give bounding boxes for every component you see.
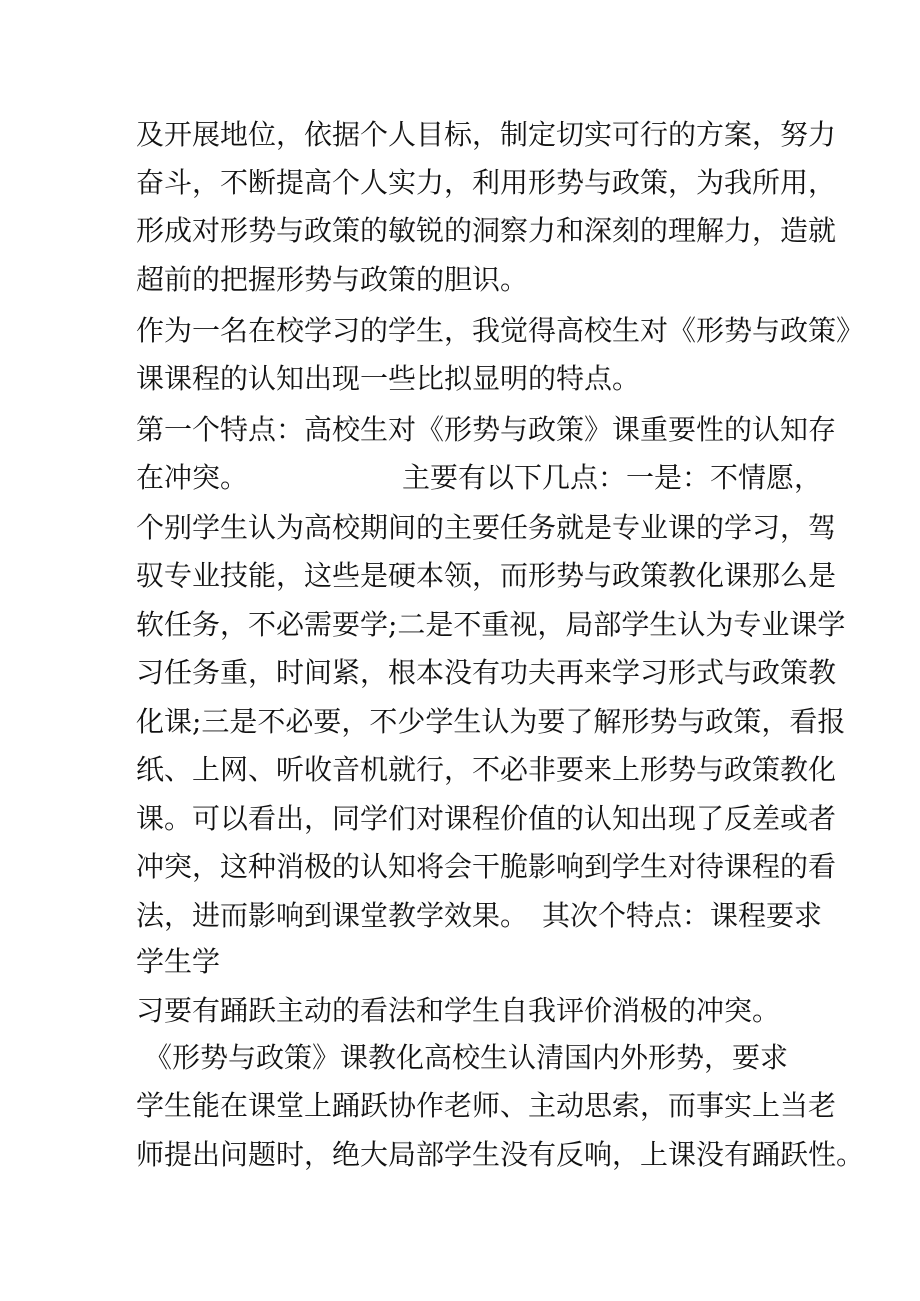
text-line: 学生能在课堂上踊跃协作老师、主动思索，而事实上当老: [136, 1089, 837, 1122]
text-line: 师提出问题时，绝大局部学生没有反响，上课没有踊跃性。: [136, 1138, 865, 1171]
text-line: 化课;三是不必要，不少学生认为要了解形势与政策，看报: [136, 705, 846, 738]
text-line: 学生学: [136, 945, 221, 978]
text-line: 个别学生认为高校期间的主要任务就是专业课的学习，驾: [136, 511, 837, 544]
text-line: 习要有踊跃主动的看法和学生自我评价消极的冲突。: [136, 994, 781, 1027]
text-line: 第一个特点：高校生对《形势与政策》课重要性的认知存: [136, 413, 837, 446]
text-line: 软任务，不必需要学;二是不重视，局部学生认为专业课学: [136, 608, 846, 641]
text-line: 在冲突。 主要有以下几点：一是：不情愿，: [136, 461, 823, 494]
text-line: 超前的把握形势与政策的胆识。: [136, 263, 529, 296]
text-line: 奋斗，不断提高个人实力，利用形势与政策，为我所用，: [136, 166, 837, 199]
text-line: 驭专业技能，这些是硬本领，而形势与政策教化课那么是: [136, 559, 837, 592]
text-line: 冲突，这种消极的认知将会干脆影响到学生对待课程的看: [136, 850, 837, 883]
text-line: 纸、上网、听收音机就行，不必非要来上形势与政策教化: [136, 753, 837, 786]
text-line: 法，进而影响到课堂教学效果。 其次个特点：课程要求: [136, 899, 823, 932]
text-line: 及开展地位，依据个人目标，制定切实可行的方案，努力: [136, 118, 837, 151]
text-line: 习任务重，时间紧，根本没有功夫再来学习形式与政策教: [136, 656, 837, 689]
text-line: 课课程的认知出现一些比拟显明的特点。: [136, 362, 641, 395]
text-line: 《形势与政策》课教化高校生认清国内外形势，要求: [144, 1041, 789, 1074]
text-line: 形成对形势与政策的敏锐的洞察力和深刻的理解力，造就: [136, 214, 837, 247]
text-line: 课。可以看出，同学们对课程价值的认知出现了反差或者: [136, 802, 837, 835]
text-line: 作为一名在校学习的学生，我觉得高校生对《形势与政策》: [136, 314, 865, 347]
